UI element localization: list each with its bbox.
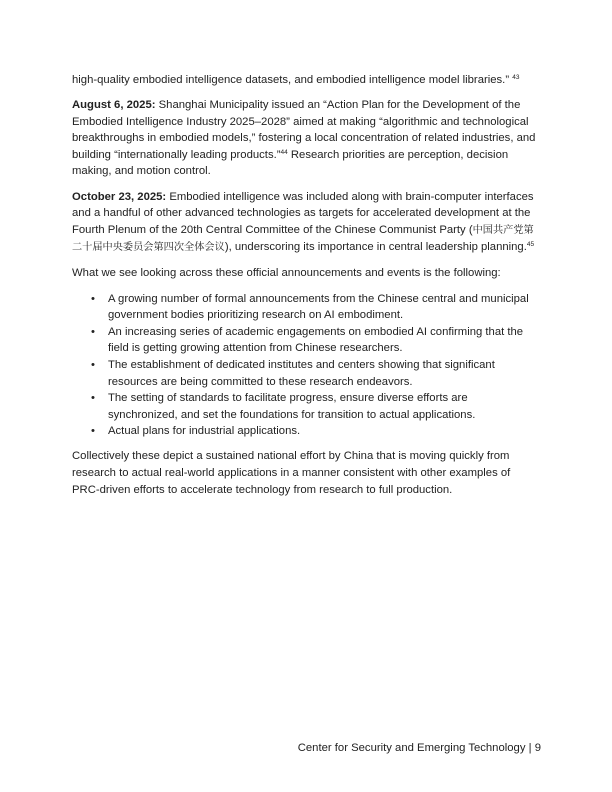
list-item	[91, 291, 540, 324]
page-body	[72, 72, 540, 507]
bullet-icon: •	[91, 425, 95, 438]
footer-org: Center for Security and Emerging Technology	[297, 742, 526, 754]
paragraph-intro-list: What we see looking across these official announcements and events is the following:	[72, 267, 501, 280]
footer-separator: |	[525, 742, 535, 754]
paragraph-text: Shanghai Municipality issued an “Action Plan for the Development of the Embodied Intelligence Industry 2025–2028” aimed at making “algorithmic and technological breakthroughs in embodied models,” fostering a local concentration of related industries, and building “internationally leading products.”	[72, 99, 536, 161]
list-item-text: A growing number of formal announcements from the Chinese central and municipal government bodies prioritizing research on AI embodiment.	[108, 292, 529, 322]
page-footer	[298, 740, 541, 756]
paragraph-shanghai-action-plan	[72, 97, 540, 180]
findings-list	[72, 291, 540, 440]
date-label: August 6, 2025:	[72, 99, 156, 112]
list-item-text: The setting of standards to facilitate progress, ensure diverse efforts are synchronized, and set the foundations for transition to actual applications.	[108, 392, 476, 421]
bullet-icon: •	[91, 325, 95, 338]
paragraph-text: Embodied intelligence was included along with brain-computer interfaces and a handful of other advanced technologies as targets for accelerated development at the Fourth Plenum of the 20th Central Committee of the Chinese Communist Party (	[72, 190, 534, 236]
list-item-text: The establishment of dedicated institutes and centers showing that significant resources are being committed to these research endeavors.	[108, 358, 495, 388]
bullet-icon: •	[91, 358, 95, 371]
chinese-text: 中国共产党第二十届中央委员会第四次全体会议	[72, 224, 534, 254]
paragraph-text: Research priorities are perception, decision making, and motion control.	[72, 148, 509, 178]
date-label: October 23, 2025:	[72, 190, 167, 203]
page-number: 9	[534, 742, 541, 754]
list-item-text: Actual plans for industrial applications.	[108, 425, 301, 438]
bullet-icon: •	[91, 292, 95, 305]
bullet-icon: •	[91, 392, 95, 405]
list-item	[91, 357, 540, 390]
list-item	[91, 390, 540, 423]
paragraph-fourth-plenum	[72, 189, 540, 257]
paragraph-conclusion: Collectively these depict a sustained national effort by China that is moving quickly from research to actual real-world applications in a manner consistent with other examples of PRC-driven efforts to accelerate technology from research to full production.	[72, 450, 511, 496]
footnote-ref[interactable]: 43	[512, 74, 520, 81]
paragraph-text: high-quality embodied intelligence datasets, and embodied intelligence model libraries.”	[72, 74, 510, 86]
list-item	[91, 324, 540, 357]
paragraph-continuation	[72, 72, 540, 89]
paragraph-text: ), underscoring its importance in central leadership planning.	[224, 241, 527, 254]
list-item	[91, 423, 540, 440]
footnote-ref[interactable]: 45	[526, 241, 535, 249]
footnote-ref[interactable]: 44	[280, 148, 288, 156]
list-item-text: An increasing series of academic engagements on embodied AI confirming that the field is getting growing attention from Chinese researchers.	[108, 325, 524, 355]
